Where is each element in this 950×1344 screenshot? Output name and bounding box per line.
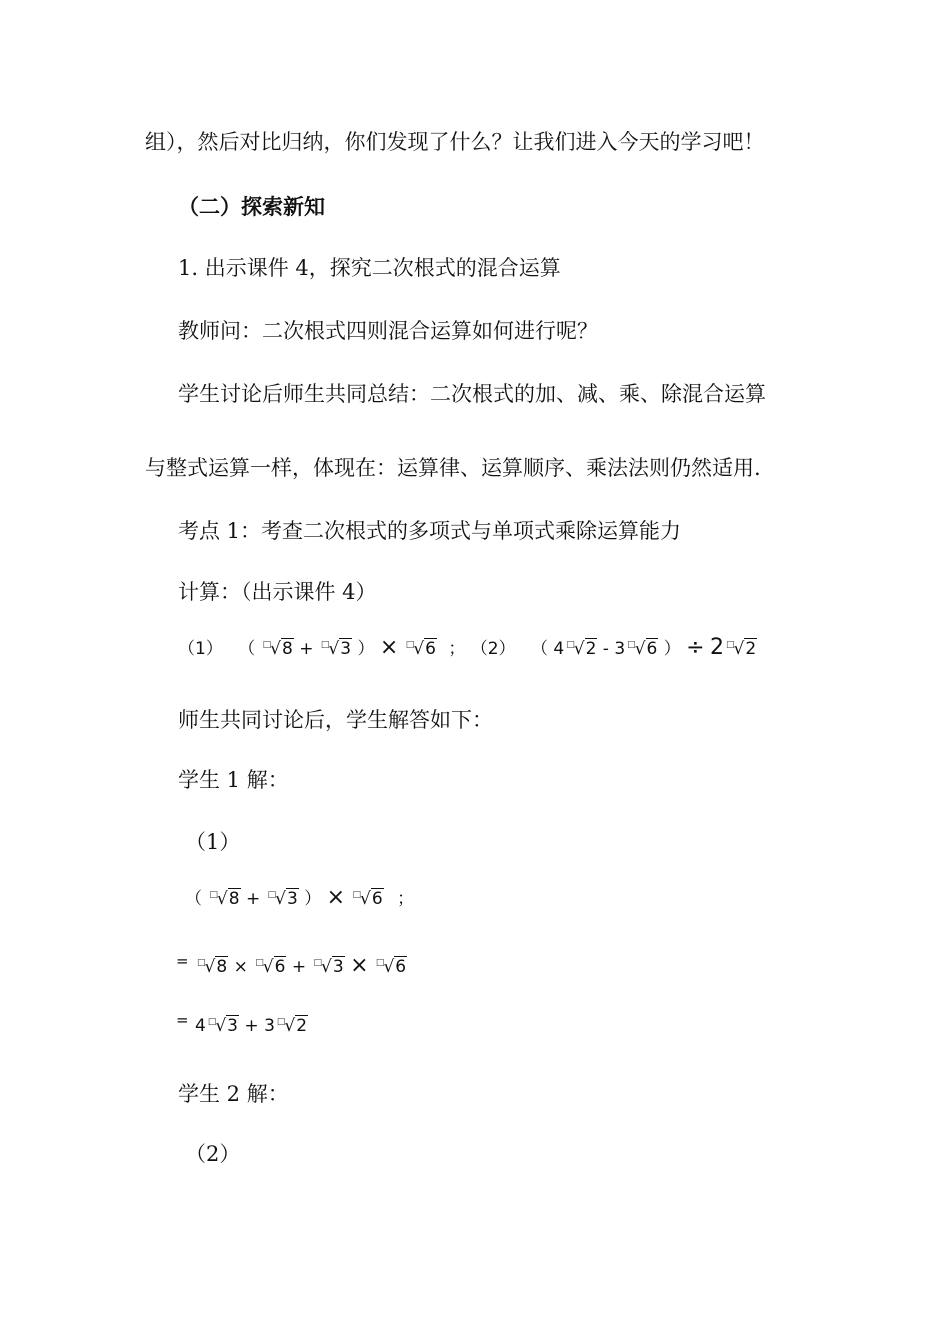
coef-3: 3 bbox=[614, 639, 626, 659]
equals-sign: = bbox=[176, 1011, 189, 1029]
answer-1-label: （1） bbox=[185, 830, 241, 854]
paragraph-discussion: 师生共同讨论后，学生解答如下： bbox=[178, 708, 493, 732]
times-small-sign: × bbox=[233, 957, 248, 977]
sqrt-6: □√6 bbox=[255, 957, 286, 977]
paragraph-summary-2: 与整式运算一样，体现在：运算律、运算顺序、乘法法则仍然适用. bbox=[145, 456, 761, 480]
paragraph-compute-label: 计算：（出示课件 4） bbox=[178, 580, 377, 604]
plus-sign: + bbox=[246, 889, 261, 909]
q1-label: （1） bbox=[178, 639, 223, 659]
equals-sign: = bbox=[176, 952, 189, 970]
math-problems-line bbox=[178, 634, 757, 666]
sqrt-2: □√2 bbox=[566, 639, 597, 659]
sqrt-3: □√3 bbox=[313, 957, 344, 977]
times-sign: × bbox=[379, 635, 399, 660]
sqrt-6: □√6 bbox=[405, 639, 436, 659]
sqrt-8: □√8 bbox=[196, 957, 228, 977]
lparen: （ bbox=[238, 639, 256, 659]
coef-4: 4 bbox=[194, 1016, 206, 1036]
sqrt-3: □√3 bbox=[207, 1016, 238, 1036]
coef-3: 3 bbox=[264, 1016, 275, 1036]
divide-sign: ÷ bbox=[686, 635, 705, 660]
paragraph-teacher-question: 教师问：二次根式四则混合运算如何进行呢？ bbox=[178, 319, 598, 343]
sqrt-6: □√6 bbox=[352, 889, 383, 909]
semicolon: ； bbox=[397, 889, 415, 909]
q2-label: （2） bbox=[470, 639, 516, 659]
coef-2: 2 bbox=[710, 635, 725, 660]
rparen: ） bbox=[357, 639, 375, 659]
coef-4: 4 bbox=[553, 639, 565, 659]
answer-2-label: （2） bbox=[185, 1142, 241, 1166]
paragraph-exam-point: 考点 1：考查二次根式的多项式与单项式乘除运算能力 bbox=[178, 519, 682, 543]
lparen: （ bbox=[530, 639, 548, 659]
sqrt-8: □√8 bbox=[209, 889, 240, 909]
rparen: ） bbox=[304, 889, 322, 909]
solution-1-step-2 bbox=[176, 952, 407, 984]
times-sign: × bbox=[350, 953, 369, 978]
section-heading-explore: （二）探索新知 bbox=[178, 194, 325, 219]
sqrt-2: □√2 bbox=[276, 1016, 308, 1036]
sqrt-2: □√2 bbox=[726, 639, 757, 659]
paragraph-summary-1: 学生讨论后师生共同总结：二次根式的加、减、乘、除混合运算 bbox=[178, 382, 766, 406]
plus-sign: + bbox=[244, 1016, 259, 1036]
rparen: ） bbox=[663, 639, 681, 659]
sqrt-3: □√3 bbox=[267, 889, 298, 909]
student-1-label: 学生 1 解： bbox=[178, 768, 289, 792]
times-sign: × bbox=[326, 885, 346, 910]
semicolon: ； bbox=[448, 639, 466, 659]
sqrt-3: □√3 bbox=[320, 639, 352, 659]
paragraph-intro-end: 组），然后对比归纳，你们发现了什么？让我们进入今天的学习吧！ bbox=[145, 130, 765, 154]
solution-1-step-3 bbox=[176, 1012, 308, 1043]
lparen: （ bbox=[185, 889, 202, 909]
minus-sign: - bbox=[602, 639, 609, 659]
sqrt-8: □√8 bbox=[262, 639, 293, 659]
solution-1-step-1 bbox=[185, 884, 414, 916]
sqrt-6: □√6 bbox=[375, 957, 407, 977]
plus-sign: + bbox=[291, 957, 307, 977]
paragraph-step-1: 1. 出示课件 4，探究二次根式的混合运算 bbox=[178, 256, 561, 280]
student-2-label: 学生 2 解： bbox=[178, 1082, 289, 1106]
sqrt-6: □√6 bbox=[627, 639, 658, 659]
plus-sign: + bbox=[299, 639, 314, 659]
